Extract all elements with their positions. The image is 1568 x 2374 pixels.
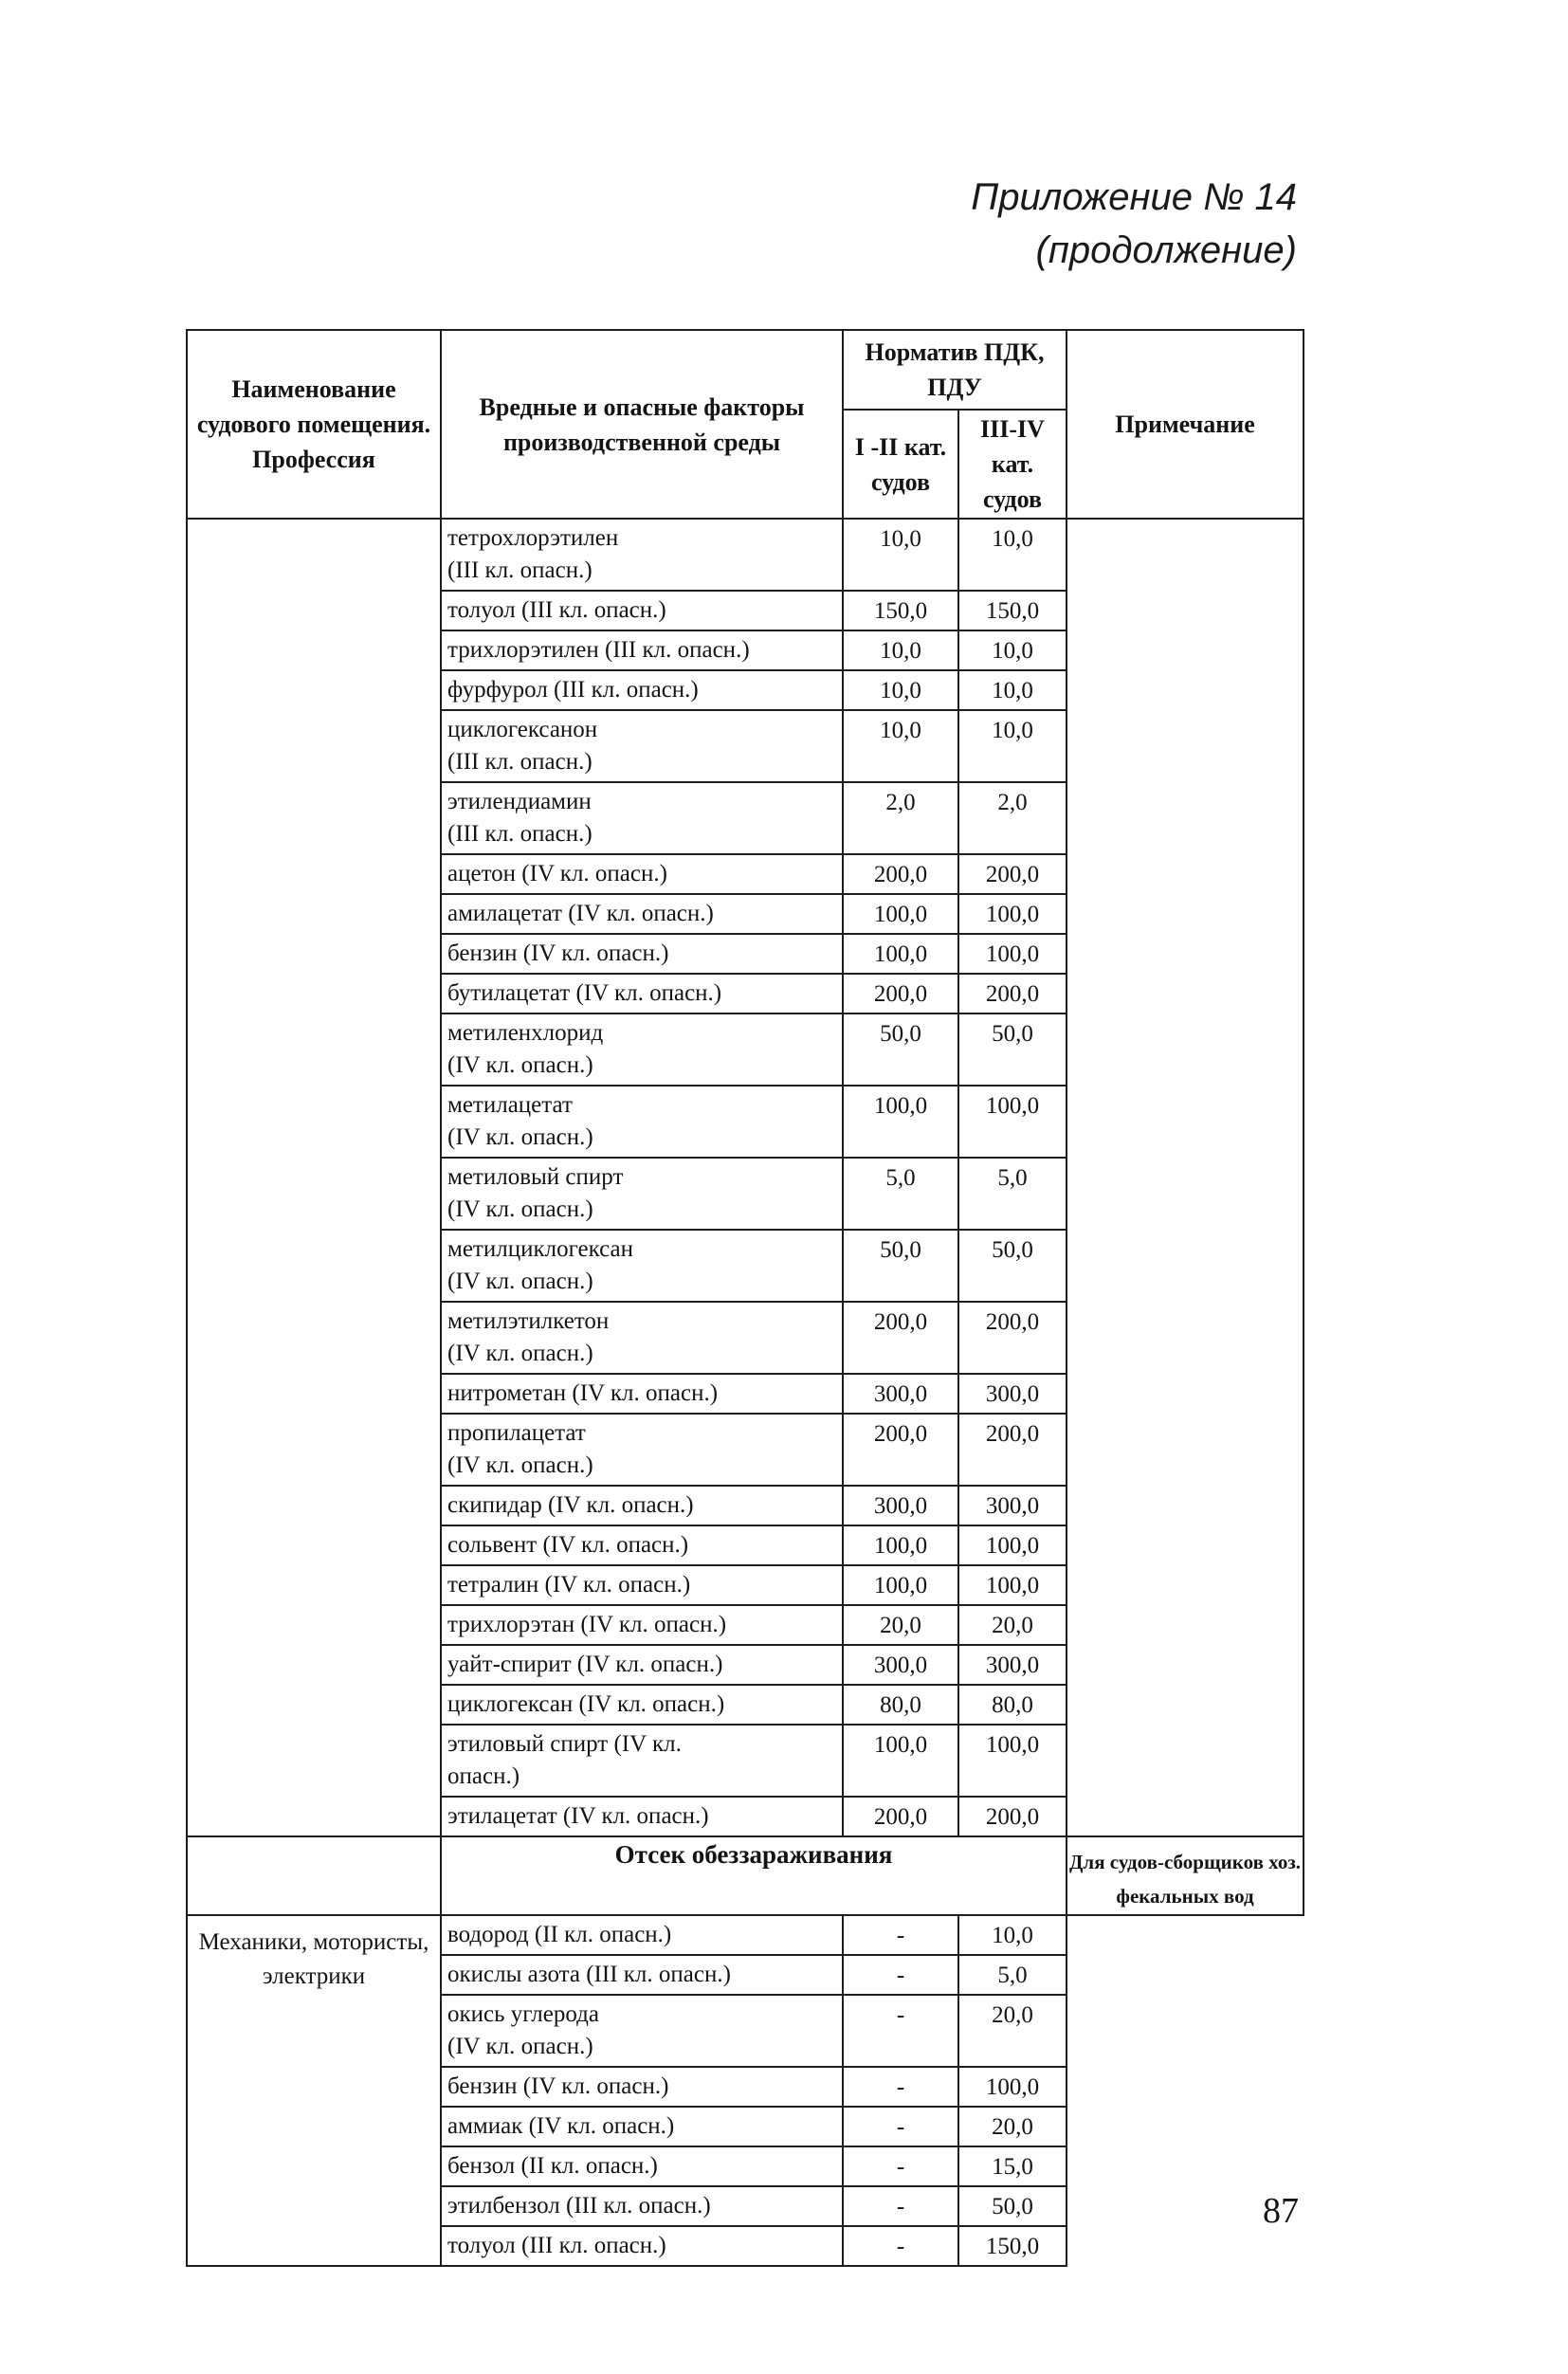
value-cat34: 20,0 (958, 1995, 1067, 2067)
factor-name-line1: тетралин (IV кл. опасн.) (447, 1572, 691, 1598)
factor-name-line1: уайт-спирит (IV кл. опасн.) (447, 1652, 723, 1677)
value-cat12: 10,0 (843, 710, 958, 782)
value-cat34: 10,0 (958, 670, 1067, 710)
section-row (187, 1836, 1304, 1915)
profession-cell: Механики, мотористы, электрики (187, 1915, 441, 2266)
value-cat34: 80,0 (958, 1685, 1067, 1725)
value-cat12: - (843, 2146, 958, 2186)
factor-name-line1: метиленхлорид (447, 1020, 604, 1046)
factor-name (441, 894, 843, 934)
value-cat12: 100,0 (843, 1565, 958, 1605)
value-cat12: - (843, 2186, 958, 2226)
room-cell-empty (187, 519, 441, 1836)
value-cat12: 80,0 (843, 1685, 958, 1725)
value-cat34: 10,0 (958, 710, 1067, 782)
factor-name-line1: скипидар (IV кл. опасн.) (447, 1492, 694, 1518)
factor-name-line1: бензин (IV кл. опасн.) (447, 2073, 669, 2099)
factor-name (441, 1645, 843, 1685)
col-header-note: Примечание (1067, 330, 1304, 519)
value-cat34: 10,0 (958, 630, 1067, 670)
value-cat34: 5,0 (958, 1955, 1067, 1995)
value-cat34: 100,0 (958, 1525, 1067, 1565)
factor-name-line1: метилэтилкетон (447, 1308, 610, 1334)
factor-name (441, 1725, 843, 1797)
value-cat34: 150,0 (958, 2226, 1067, 2266)
table-row (187, 519, 1304, 591)
value-cat34: 300,0 (958, 1486, 1067, 1525)
factor-name (441, 1955, 843, 1995)
factor-name (441, 782, 843, 854)
factor-name (441, 1014, 843, 1086)
factor-name (441, 1995, 843, 2067)
value-cat34: 300,0 (958, 1374, 1067, 1414)
factor-name-line1: метиловый спирт (447, 1164, 624, 1190)
value-cat12: 100,0 (843, 1086, 958, 1158)
factor-name (441, 854, 843, 894)
value-cat12: 100,0 (843, 1725, 958, 1797)
value-cat34: 20,0 (958, 2107, 1067, 2146)
section-note: Для судов-сборщиков хоз. фекальных вод (1067, 1836, 1304, 1915)
factor-name-line1: этилацетат (IV кл. опасн.) (447, 1803, 709, 1829)
value-cat12: 200,0 (843, 1797, 958, 1836)
factor-name (441, 710, 843, 782)
factor-name-line1: тетрохлорэтилен (447, 525, 619, 551)
factor-name-line1: ацетон (IV кл. опасн.) (447, 861, 667, 886)
value-cat12: 300,0 (843, 1486, 958, 1525)
value-cat12: 200,0 (843, 974, 958, 1014)
col-header-cat34: III-IV кат. судов (958, 410, 1067, 519)
value-cat34: 200,0 (958, 1797, 1067, 1836)
factor-name (441, 1486, 843, 1525)
value-cat12: 5,0 (843, 1158, 958, 1230)
factor-name-line1: фурфурол (III кл. опасн.) (447, 677, 699, 703)
factor-name-line1: трихлорэтилен (III кл. опасн.) (447, 637, 750, 663)
col-header-room: Наименование судового помещения. Профессия (187, 330, 441, 519)
factor-name (441, 2067, 843, 2107)
value-cat34: 100,0 (958, 1725, 1067, 1797)
factor-name-line1: окислы азота (III кл. опасн.) (447, 1962, 731, 1987)
factor-name-line1: толуол (III кл. опасн.) (447, 2233, 666, 2258)
value-cat34: 150,0 (958, 591, 1067, 630)
value-cat12: 50,0 (843, 1230, 958, 1302)
factor-name-line1: окись углерода (447, 2001, 599, 2027)
factor-name-line2: (IV кл. опасн.) (447, 1052, 593, 1078)
value-cat12: 200,0 (843, 1302, 958, 1374)
factor-name (441, 1797, 843, 1836)
value-cat34: 200,0 (958, 974, 1067, 1014)
factor-name-line1: метилацетат (447, 1092, 573, 1118)
value-cat34: 200,0 (958, 854, 1067, 894)
factor-name (441, 1086, 843, 1158)
value-cat34: 10,0 (958, 519, 1067, 591)
factor-name (441, 630, 843, 670)
factor-name-line2: (IV кл. опасн.) (447, 2034, 593, 2059)
table-header-row (187, 330, 1304, 410)
factor-name (441, 1565, 843, 1605)
note-cell-empty (1067, 519, 1304, 1836)
factor-name-line2: (III кл. опасн.) (447, 821, 593, 847)
value-cat12: - (843, 1955, 958, 1995)
value-cat12: 10,0 (843, 519, 958, 591)
value-cat12: 100,0 (843, 894, 958, 934)
factor-name (441, 2186, 843, 2226)
table-body-lower (187, 1915, 1304, 2266)
factor-name-line1: аммиак (IV кл. опасн.) (447, 2113, 675, 2139)
factor-name (441, 2226, 843, 2266)
factor-name-line1: толуол (III кл. опасн.) (447, 597, 666, 623)
factor-name (441, 1685, 843, 1725)
col-header-cat12: I -II кат. судов (843, 410, 958, 519)
factor-name (441, 974, 843, 1014)
factor-name (441, 670, 843, 710)
factor-name-line1: сольвент (IV кл. опасн.) (447, 1532, 689, 1558)
value-cat12: 200,0 (843, 854, 958, 894)
factor-name-line2: (IV кл. опасн.) (447, 1124, 593, 1150)
value-cat34: 100,0 (958, 1086, 1067, 1158)
value-cat12: 20,0 (843, 1605, 958, 1645)
value-cat12: 10,0 (843, 670, 958, 710)
factor-name-line1: трихлорэтан (IV кл. опасн.) (447, 1612, 727, 1637)
value-cat34: 200,0 (958, 1302, 1067, 1374)
value-cat12: 2,0 (843, 782, 958, 854)
factor-name-line2: опасн.) (447, 1763, 520, 1789)
profession-spacer (187, 1836, 441, 1915)
factor-name-line1: этиловый спирт (IV кл. (447, 1731, 682, 1757)
value-cat12: 300,0 (843, 1645, 958, 1685)
section-title: Отсек обеззараживания (441, 1836, 1067, 1915)
value-cat34: 15,0 (958, 2146, 1067, 2186)
factor-name (441, 1158, 843, 1230)
factor-name-line2: (IV кл. опасн.) (447, 1269, 593, 1294)
factor-name-line2: (IV кл. опасн.) (447, 1341, 593, 1366)
value-cat34: 5,0 (958, 1158, 1067, 1230)
value-cat34: 50,0 (958, 2186, 1067, 2226)
col-header-norm: Норматив ПДК, ПДУ (843, 330, 1067, 410)
value-cat12: 100,0 (843, 934, 958, 974)
factor-name (441, 1230, 843, 1302)
factor-name (441, 591, 843, 630)
table-row (187, 1915, 1304, 1955)
factor-name-line1: циклогексан (IV кл. опасн.) (447, 1691, 725, 1717)
value-cat34: 100,0 (958, 1565, 1067, 1605)
table-body-upper (187, 519, 1304, 1836)
value-cat12: 150,0 (843, 591, 958, 630)
col-header-factors: Вредные и опасные факторы производственной среды (441, 330, 843, 519)
value-cat34: 20,0 (958, 1605, 1067, 1645)
table-section (187, 1836, 1304, 1915)
value-cat34: 2,0 (958, 782, 1067, 854)
appendix-heading (971, 171, 1297, 277)
factor-name (441, 934, 843, 974)
factor-name (441, 1525, 843, 1565)
value-cat34: 200,0 (958, 1414, 1067, 1486)
factor-name (441, 2107, 843, 2146)
factor-name-line2: (IV кл. опасн.) (447, 1452, 593, 1478)
appendix-subtitle: (продолжение) (1035, 229, 1297, 271)
factor-name-line1: нитрометан (IV кл. опасн.) (447, 1380, 719, 1406)
factor-name-line1: этилендиамин (447, 789, 592, 814)
value-cat34: 300,0 (958, 1645, 1067, 1685)
value-cat34: 100,0 (958, 894, 1067, 934)
factor-name (441, 1302, 843, 1374)
value-cat12: 10,0 (843, 630, 958, 670)
factor-name (441, 519, 843, 591)
factor-name-line1: циклогексанон (447, 717, 598, 742)
factor-name (441, 1374, 843, 1414)
value-cat12: - (843, 1915, 958, 1955)
page-number: 87 (1263, 2191, 1299, 2231)
value-cat12: 300,0 (843, 1374, 958, 1414)
value-cat34: 50,0 (958, 1230, 1067, 1302)
factor-name-line1: бутилацетат (IV кл. опасн.) (447, 980, 722, 1006)
value-cat12: - (843, 1995, 958, 2067)
factor-name-line2: (III кл. опасн.) (447, 557, 593, 583)
factor-name-line1: бензол (II кл. опасн.) (447, 2153, 658, 2179)
value-cat12: - (843, 2067, 958, 2107)
factor-name-line1: метилциклогексан (447, 1236, 633, 1262)
value-cat12: - (843, 2107, 958, 2146)
factor-name (441, 1605, 843, 1645)
value-cat12: 200,0 (843, 1414, 958, 1486)
value-cat34: 100,0 (958, 934, 1067, 974)
factor-name-line1: бензин (IV кл. опасн.) (447, 940, 669, 966)
value-cat34: 10,0 (958, 1915, 1067, 1955)
factor-name-line1: водород (II кл. опасн.) (447, 1922, 672, 1947)
value-cat12: 50,0 (843, 1014, 958, 1086)
appendix-title: Приложение № 14 (971, 176, 1297, 218)
value-cat12: - (843, 2226, 958, 2266)
factor-name-line2: (III кл. опасн.) (447, 749, 593, 775)
value-cat34: 50,0 (958, 1014, 1067, 1086)
factor-name-line2: (IV кл. опасн.) (447, 1196, 593, 1222)
factor-name (441, 1915, 843, 1955)
factor-name-line1: пропилацетат (447, 1420, 586, 1446)
factor-name-line1: этилбензол (III кл. опасн.) (447, 2193, 711, 2219)
factor-name (441, 2146, 843, 2186)
factor-name-line1: амилацетат (IV кл. опасн.) (447, 901, 714, 926)
value-cat34: 100,0 (958, 2067, 1067, 2107)
hazard-norms-table (186, 329, 1304, 2267)
factor-name (441, 1414, 843, 1486)
value-cat12: 100,0 (843, 1525, 958, 1565)
